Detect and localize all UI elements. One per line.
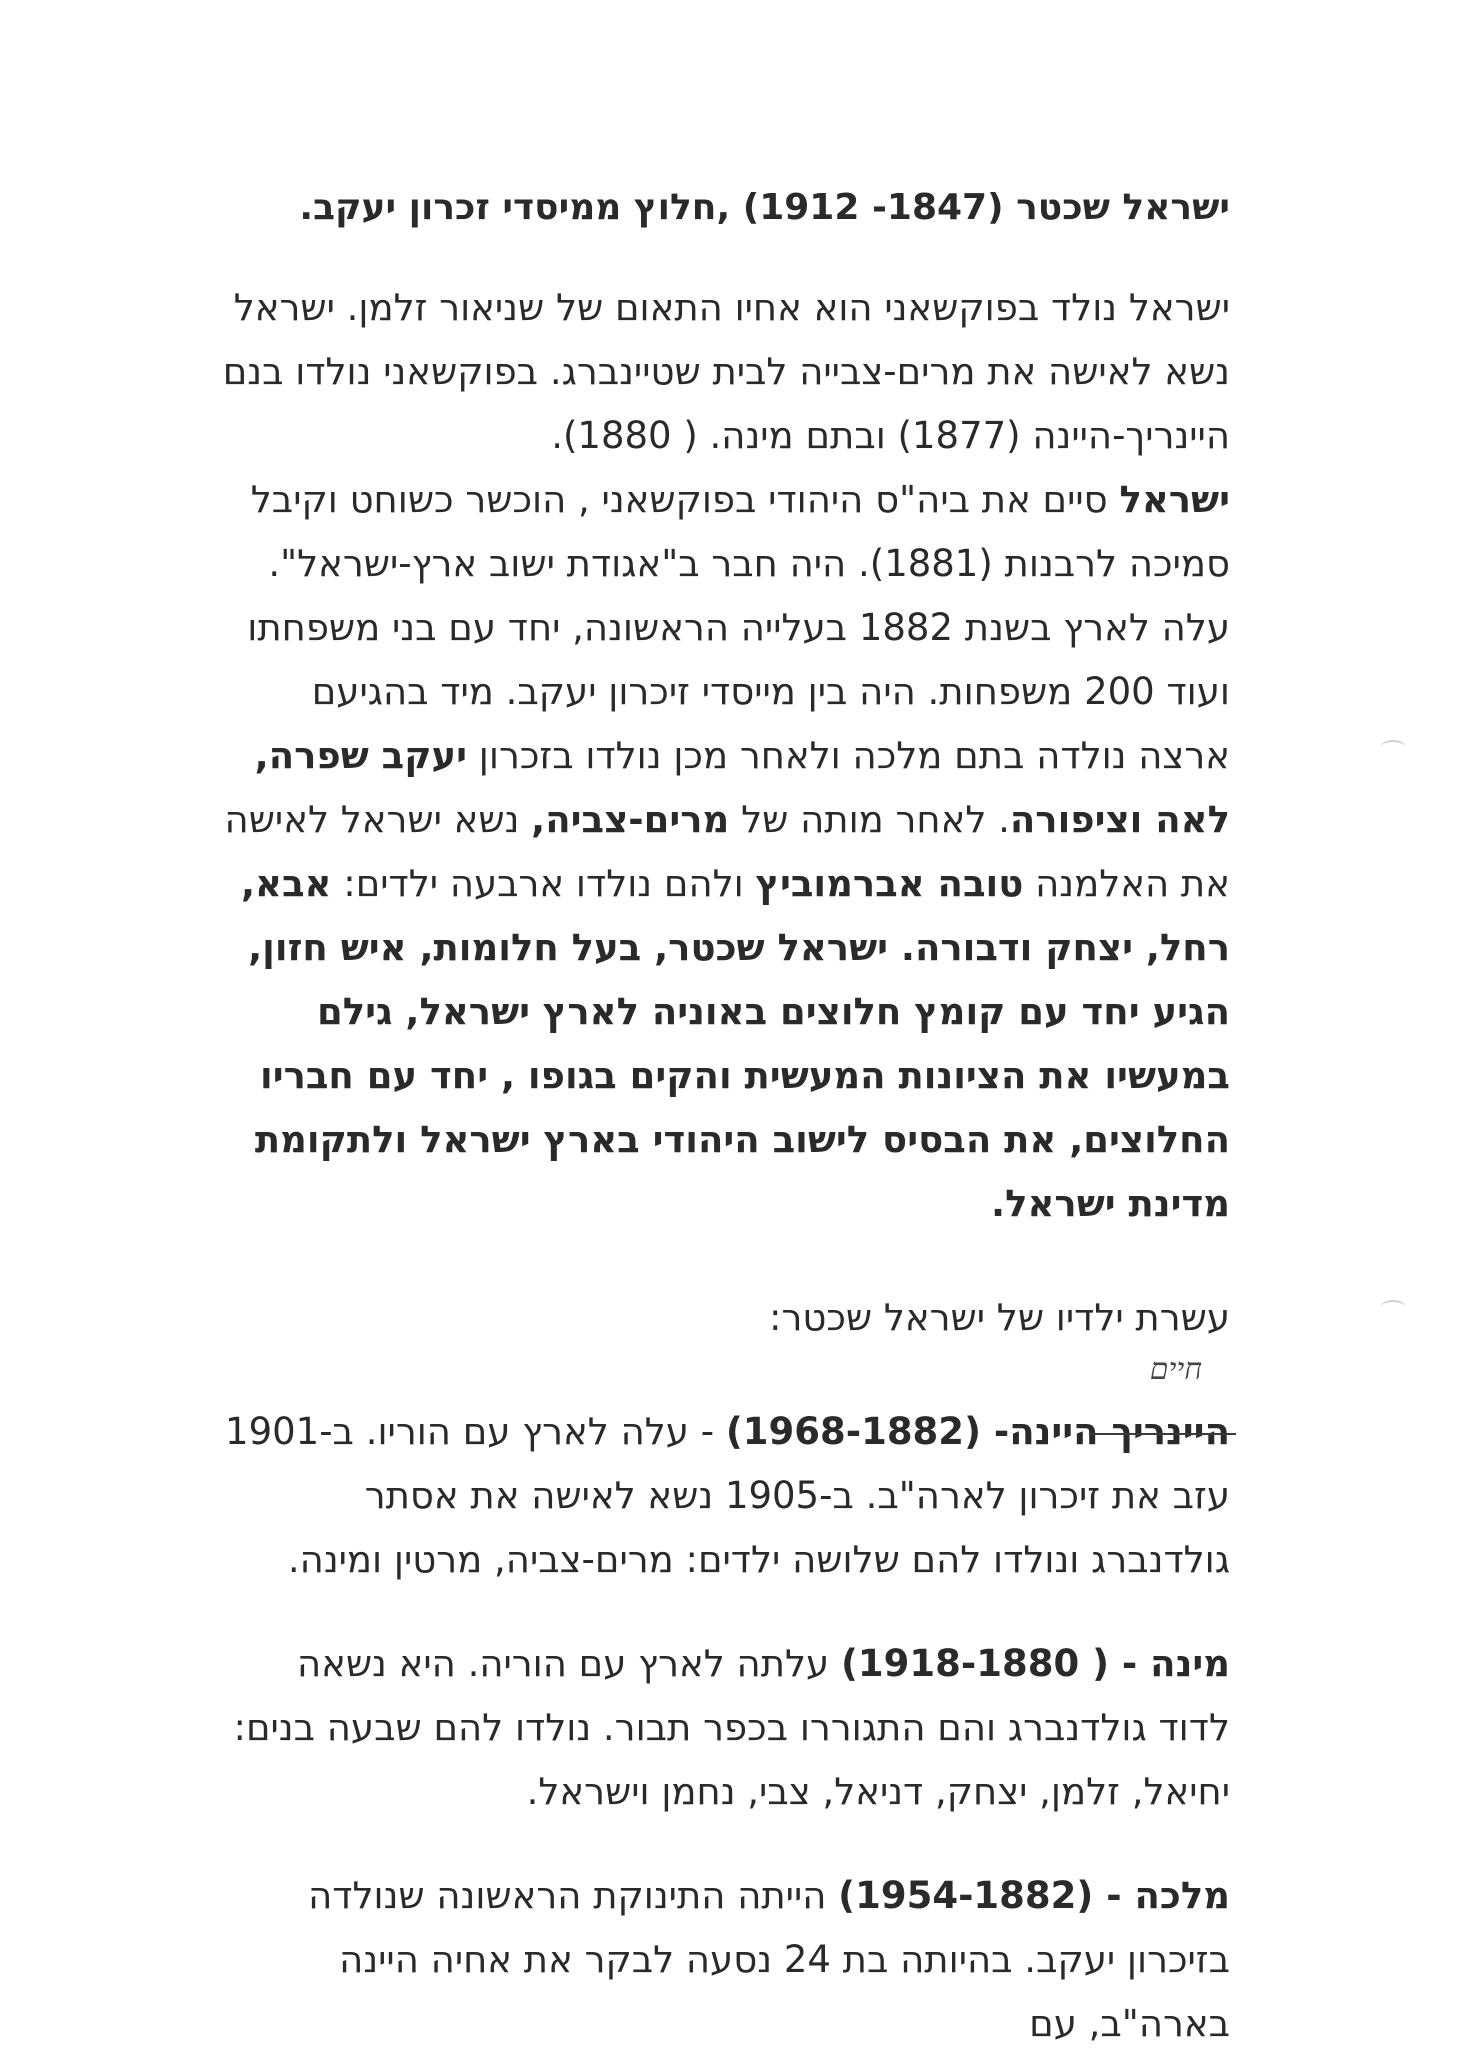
strike-line — [1089, 1433, 1236, 1435]
scan-mark — [1380, 740, 1406, 756]
child-entry-heinrich — [215, 1352, 1230, 1592]
bold-children-names: יעקב שפרה, לאה וציפורה — [254, 734, 1230, 841]
child-entry-malka — [215, 1864, 1230, 2056]
child-description: עלתה לארץ עם הוריה. היא נשאה לדוד גולדנברג והם התגוררו בכפר תבור. נולדו להם שבעה בנים: יחיאל, זלמן, יצחק, דניאל, צבי, נחמן וישראל. — [233, 1642, 1230, 1813]
text-span: ולהם נולדו ארבעה ילדים: — [331, 862, 756, 905]
struck-name: היינריך חיים — [1111, 1400, 1230, 1464]
bold-name: ישראל — [1119, 478, 1230, 521]
document-title: ישראל שכטר (1847- 1912) ,חלוץ ממיסדי זכרון יעקב. — [299, 187, 1230, 228]
bold-wife-name: מרים-צביה, — [531, 798, 730, 841]
child-description: הייתה התינוקת הראשונה שנולדה בזיכרון יעקב. בהיותה בת 24 נסעה לבקר את אחיה היינה בארה"ב, עם — [308, 1874, 1230, 2045]
child-name-dates: מינה - ( 1918-1880) — [840, 1642, 1230, 1685]
paragraph-birth: ישראל נולד בפוקשאני הוא אחיו התאום של שניאור זלמן. ישראל נשא לאישה את מרים-צבייה לבית שטיינברג. בפוקשאני נולדו בנם היינריך-היינה (1877) ובתם מינה. ( 1880). — [222, 286, 1230, 457]
child-entry-mina — [215, 1632, 1230, 1824]
text-span: נשא ישראל לאישה את האלמנה — [224, 798, 1230, 905]
children-section-title: עשרת ילדיו של ישראל שכטר: — [769, 1296, 1230, 1339]
child-description: - עלה לארץ עם הוריו. ב-1901 עזב את זיכרון לארה"ב. ב-1905 נשא לאישה את אסתר גולדנברג ונולדו להם שלושה ילדים: מרים-צביה, מרטין ומינה. — [225, 1410, 1230, 1581]
text-span: סיים את ביה"ס היהודי בפוקשאני , הוכשר כשוחט וקיבל סמיכה לרבנות (1881). היה חבר ב"אגודת ישוב ארץ-ישראל". עלה לארץ בשנת 1882 בעלייה הראשונה, יחד עם בני משפחתו ועוד 200 משפחות. היה בין מייסדי זיכרון יעקב. מיד בהגיעם ארצה נולדה בתם מלכה ולאחר מכן נולדו בזכרון — [247, 478, 1230, 777]
handwritten-annotation: חיים — [1149, 1352, 1202, 1387]
paragraph-biography — [215, 468, 1230, 1236]
child-name-dates: היינה- (1968-1882) — [725, 1410, 1112, 1453]
scan-mark — [1380, 1300, 1406, 1316]
document-page — [215, 168, 1230, 2056]
text-span: . לאחר מותה של — [729, 798, 1010, 841]
bold-second-wife-name: טובה אברמוביץ — [755, 862, 1024, 905]
bold-summary: אבא, רחל, יצחק ודבורה. ישראל שכטר, בעל חלומות, איש חזון, הגיע יחד עם קומץ חלוצים באוניה לארץ ישראל, גילם במעשיו את הציונות המעשית והקים בגופו , יחד עם חבריו החלוצים, את הבסיס לישוב היהודי בארץ ישראל ולתקומת מדינת ישראל. — [241, 862, 1230, 1225]
child-name-dates: מלכה - (1954-1882) — [838, 1874, 1230, 1917]
